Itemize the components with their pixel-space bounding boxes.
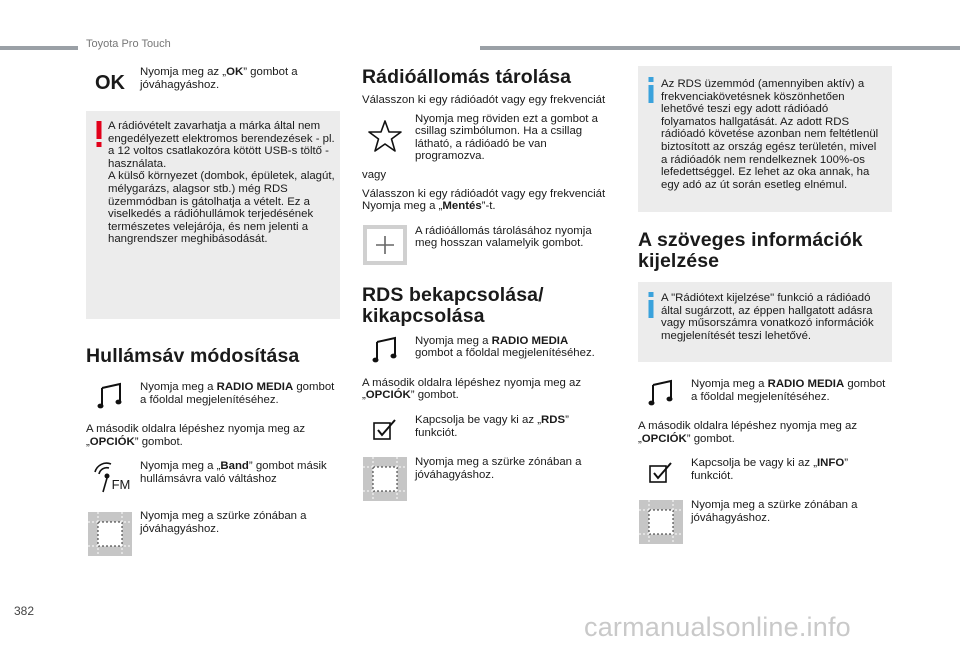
ok-text: Nyomja meg az „OK” gombot a jóváhagyáshoz. xyxy=(140,66,298,91)
ok-icon: OK xyxy=(95,71,125,94)
header-bar-left xyxy=(0,46,78,50)
warning-icon xyxy=(95,121,103,147)
page-number: 382 xyxy=(14,604,35,618)
radiotext-note xyxy=(638,282,892,362)
rds-text: Kapcsolja be vagy ki az „RDS” funkciót. xyxy=(415,413,569,439)
band-step xyxy=(86,460,340,494)
text-info-steps xyxy=(638,378,892,545)
watermark: carmanualsonline.info xyxy=(584,612,851,642)
grey-step-3 xyxy=(638,499,892,545)
column-1 xyxy=(86,66,340,100)
column-2 xyxy=(362,67,608,502)
grey-zone-icon xyxy=(638,499,684,545)
header-title: Toyota Pro Touch xyxy=(86,38,171,50)
rds-heading-line2: kikapcsolása xyxy=(362,304,485,327)
info-icon xyxy=(647,292,655,318)
store-heading: Rádióállomás tárolása xyxy=(362,66,572,88)
plus-text: A rádióállomás tárolásához nyomja meg hosszan valamelyik gombot. xyxy=(415,224,592,250)
media-text-3: Nyomja meg a RADIO MEDIA gombot a főoldal megjelenítéséhez. xyxy=(691,378,886,403)
rds-info-note xyxy=(638,66,892,212)
options-text-2: A második oldalra lépéshez nyomja meg az „OPCIÓK” gombot. xyxy=(362,376,582,402)
plus-step xyxy=(362,225,608,265)
text-info-section xyxy=(638,230,892,272)
music-note-icon xyxy=(86,381,134,411)
warning-note xyxy=(86,111,340,319)
grey-zone-icon xyxy=(86,510,134,558)
grey-step xyxy=(86,510,340,558)
header-bar-right xyxy=(480,46,960,50)
music-note-icon xyxy=(362,335,408,365)
media-step-2 xyxy=(362,335,608,365)
text-info-heading-line2: kijelzése xyxy=(638,250,720,272)
media-step-3 xyxy=(638,378,892,408)
fm-radio-icon: FM xyxy=(86,460,134,494)
radiotext-text: A "Rádiótext kijelzése" funkció a rádióadó által sugárzott, az éppen hallgatott adásra vagy műsorszámra vonatkozó információk megjelenítését teszi lehetővé. xyxy=(661,292,874,342)
info-step xyxy=(638,457,892,487)
select-text-2: Válasszon ki egy rádióadót vagy egy frekvenciát xyxy=(362,187,606,200)
info-toggle-text: Kapcsolja be vagy ki az „INFO” funkciót. xyxy=(691,457,849,482)
media-text: Nyomja meg a RADIO MEDIA gombot a főoldal megjelenítéséhez. xyxy=(140,381,335,406)
band-heading: Hullámsáv módosítása xyxy=(86,345,300,367)
save-text: Nyomja meg a „Mentés”-t. xyxy=(362,200,496,213)
grey-text-3: Nyomja meg a szürke zónában a jóváhagyáshoz. xyxy=(691,499,858,524)
grey-step-2 xyxy=(362,456,608,502)
media-step xyxy=(86,381,340,411)
rds-step xyxy=(362,414,608,444)
rds-heading-line1: RDS bekapcsolása/ xyxy=(362,283,544,306)
or-text: vagy xyxy=(362,168,387,181)
grey-text-2: Nyomja meg a szürke zónában a jóváhagyáshoz. xyxy=(415,455,582,481)
star-step xyxy=(362,113,608,163)
ok-step xyxy=(86,66,340,100)
checkbox-icon xyxy=(362,414,408,444)
warning-text: A rádióvételt zavarhatja a márka által nem engedélyezett elektromos berendezések - pl. a 12 voltos csatlakozóra kötött USB-s töltő -használata. A külső környezet (dombok, épületek, alagút, mélygarázs, alagsor stb.) még RDS üzemmódban is gátolhatja a vételt. Ez a viselkedés a rádióhullámok terjedésének természetes velejárója, és nem jelenti a hangrendszer meghibásodását. xyxy=(108,120,335,246)
grey-text: Nyomja meg a szürke zónában a jóváhagyáshoz. xyxy=(140,510,307,535)
media-text-2: Nyomja meg a RADIO MEDIA gombot a főoldal megjelenítéséhez. xyxy=(415,334,595,360)
star-text: Nyomja meg röviden ezt a gombot a csillag szimbólumon. Ha a csillag látható, a rádióadó be van programozva. xyxy=(415,112,598,163)
rds-info-text: Az RDS üzemmód (amennyiben aktív) a frekvenciakövetésnek köszönhetően lehetővé teszi egy adott rádióadó folyamatos hallgatását. Az adott RDS rádióadó követése azonban nem feltétlenül biztosított az ország egész területén, mivel a rádióadók nem rendelkeznek 100%-os lefedettséggel. Ez lehet az oka annak, ha egy adó az út során esetleg elnémul. xyxy=(661,78,879,191)
band-section xyxy=(86,346,340,558)
star-icon xyxy=(362,113,408,159)
select-text: Válasszon ki egy rádióadót vagy egy frekvenciát xyxy=(362,94,606,106)
rds-heading xyxy=(362,285,608,327)
plus-icon xyxy=(362,225,408,265)
options-text-3: A második oldalra lépéshez nyomja meg az „OPCIÓK” gombot. xyxy=(638,420,858,445)
band-text: Nyomja meg a „Band” gombot másik hullámsávra való váltáshoz xyxy=(140,460,327,485)
options-text: A második oldalra lépéshez nyomja meg az „OPCIÓK” gombot. xyxy=(86,423,306,448)
music-note-icon xyxy=(638,378,684,408)
checkbox-icon xyxy=(638,457,684,487)
text-info-heading-line1: A szöveges információk xyxy=(638,229,863,251)
grey-zone-icon xyxy=(362,456,408,502)
info-icon xyxy=(647,77,655,103)
